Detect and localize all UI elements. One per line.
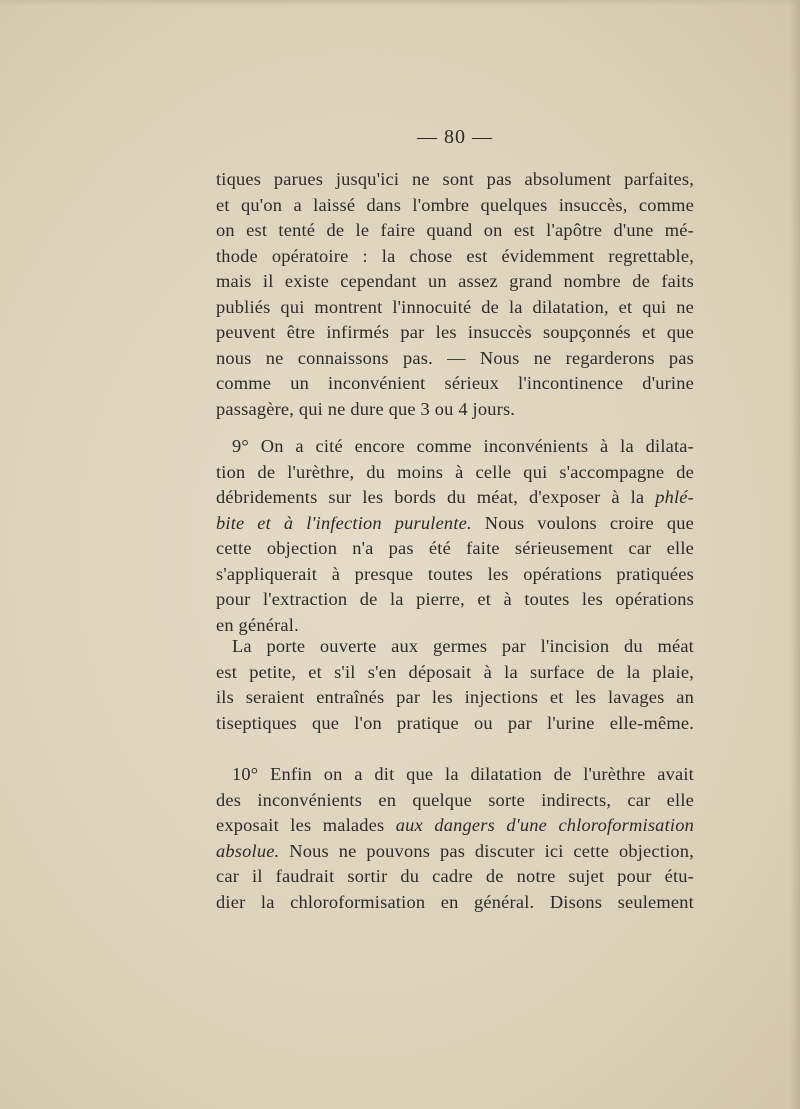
text-line: tion de l'urèthre, du moins à celle qui s'accompagne de [216,461,694,482]
italic-text-segment: aux dangers d'une chloroformisation [395,815,694,835]
text-line: 9° On a cité encore comme inconvénients à la dilata- [232,436,694,456]
text-line: est petite, et s'il s'en déposait à la surface de la plaie, [216,661,694,682]
text-line: et qu'on a laissé dans l'ombre quelques insuccès, comme [216,194,694,215]
text-line: cette objection n'a pas été faite sérieusement car elle [216,538,694,558]
page-top-edge-shadow [0,0,800,6]
text-line: pour l'extraction de la pierre, et à toutes les opérations [216,589,694,609]
text-line [216,511,694,537]
text-line: tiques parues jusqu'ici ne sont pas absolument parfaites, [216,169,694,189]
text-line: mais il existe cependant un assez grand nombre de faits [216,271,694,291]
paragraph-point-10 [216,762,694,915]
paragraph-continuation [216,167,694,422]
text-line: car il faudrait sortir du cadre de notre sujet pour étu- [216,866,694,886]
text-line [216,839,694,865]
text-line: peuvent être infirmés par les insuccès soupçonnés et que [216,322,694,342]
text-line: publiés qui montrent l'innocuité de la dilatation, et qui ne [216,296,694,317]
page-number: — 80 — [417,126,493,148]
text-segment: exposait les malades [216,815,385,835]
text-line: on est tenté de le faire quand on est l'apôtre d'une mé- [216,220,694,240]
paragraph-point-9 [216,434,694,638]
text-segment: Nous voulons croire que [484,512,694,533]
italic-text-segment: absolue. [216,840,280,861]
text-line: comme un inconvénient sérieux l'incontinence d'urine [216,373,694,393]
text-line: nous ne connaissons pas. — Nous ne regarderons pas [216,347,694,368]
paragraph-open-door [216,634,694,736]
text-line: s'appliquerait à presque toutes les opérations pratiquées [216,563,694,584]
text-segment: Nous ne pouvons pas discuter ici cette objection, [289,840,694,861]
text-line: ils seraient entraînés par les injections et les lavages an [216,687,694,707]
text-line: en général. [216,614,299,635]
italic-text-segment: bite et à l'infection purulente. [216,512,472,533]
text-line: thode opératoire : la chose est évidemment regrettable, [216,245,694,266]
italic-text-segment: phlé- [655,487,694,507]
text-line: La porte ouverte aux germes par l'incision du méat [232,636,694,656]
text-segment: débridements sur les bords du méat, d'exposer à la [216,487,645,507]
text-line [216,485,694,511]
page-right-edge-shadow [790,0,800,1109]
text-line: dier la chloroformisation en général. Disons seulement [216,891,694,912]
text-line: passagère, qui ne dure que 3 ou 4 jours. [216,398,516,419]
text-line: des inconvénients en quelque sorte indirects, car elle [216,789,694,810]
text-line [216,813,694,839]
text-line: 10° Enfin on a dit que la dilatation de l'urèthre avait [232,764,694,784]
text-line: tiseptiques que l'on pratique ou par l'urine elle-même. [216,712,694,733]
